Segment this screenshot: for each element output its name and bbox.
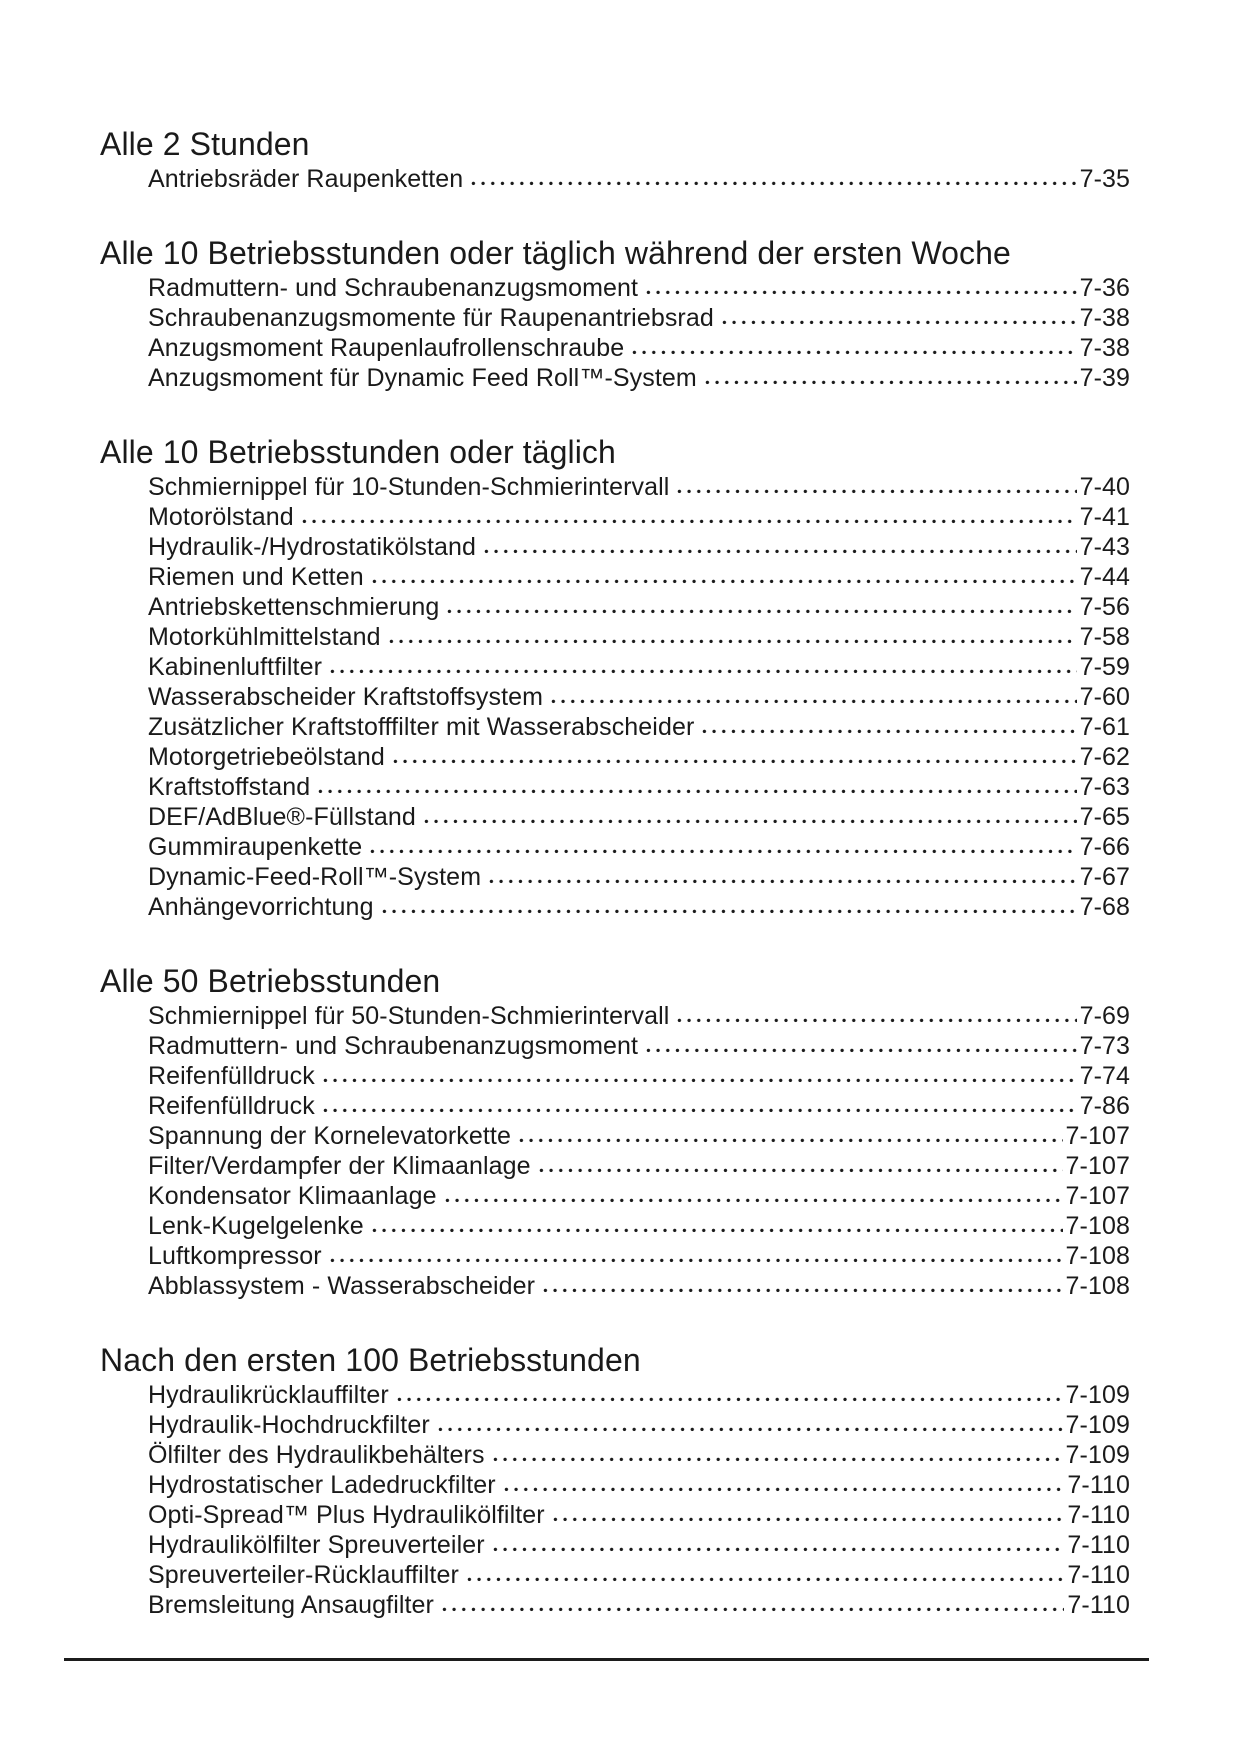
toc [100,126,1130,1661]
toc-entry-label: Anzugsmoment für Dynamic Feed Roll™-System [148,364,697,392]
toc-entry [148,1271,1130,1301]
toc-entry-label: Hydraulikrücklauffilter [148,1381,389,1409]
toc-entry [148,1061,1130,1091]
toc-entry [148,592,1130,622]
toc-entry-page: 7-59 [1079,653,1130,681]
toc-entry-page: 7-110 [1067,1591,1130,1619]
dot-leader-icon [551,698,1076,705]
toc-entry-page: 7-56 [1079,593,1130,621]
section-entries [100,472,1130,922]
page-footer-rule [64,1658,1149,1661]
dot-leader-icon [493,1456,1063,1463]
toc-entry [148,1241,1130,1271]
toc-entry-label: Spreuverteiler-Rücklauffilter [148,1561,459,1589]
section-entries [100,1001,1130,1301]
dot-leader-icon [467,1576,1065,1583]
toc-entry-label: Kraftstoffstand [148,773,311,801]
toc-entry-label: Zusätzlicher Kraftstofffilter mit Wasserabscheider [148,713,695,741]
toc-entry-label: Antriebskettenschmierung [148,593,440,621]
toc-entry [148,652,1130,682]
toc-entry-page: 7-61 [1079,713,1130,741]
toc-entry [148,1151,1130,1181]
toc-entry [148,862,1130,892]
toc-entry-label: Luftkompressor [148,1242,322,1270]
toc-entry-label: Bremsleitung Ansaugfilter [148,1591,434,1619]
toc-entry-page: 7-58 [1079,623,1130,651]
dot-leader-icon [471,180,1076,187]
toc-entry-page: 7-63 [1079,773,1130,801]
toc-entry [148,1091,1130,1121]
dot-leader-icon [323,1077,1077,1084]
toc-entry [148,1211,1130,1241]
section-heading: Alle 10 Betriebsstunden oder täglich [100,434,616,470]
toc-entry [148,333,1130,363]
toc-entry-label: Kondensator Klimaanlage [148,1182,437,1210]
toc-entry [148,1031,1130,1061]
toc-entry-page: 7-43 [1079,533,1130,561]
section-entries [100,273,1130,393]
toc-entry-label: Schmiernippel für 50-Stunden-Schmierintervall [148,1002,670,1030]
toc-entry-page: 7-108 [1065,1272,1130,1300]
dot-leader-icon [677,488,1076,495]
dot-leader-icon [519,1137,1063,1144]
toc-entry-label: Hydraulikölfilter Spreuverteiler [148,1531,485,1559]
dot-leader-icon [318,788,1076,795]
toc-entry [148,802,1130,832]
dot-leader-icon [543,1287,1063,1294]
toc-section-1 [100,235,1130,393]
toc-entry-page: 7-60 [1079,683,1130,711]
toc-entry-page: 7-110 [1067,1531,1130,1559]
section-heading: Alle 50 Betriebsstunden [100,963,441,999]
dot-leader-icon [646,289,1076,296]
section-heading: Alle 10 Betriebsstunden oder täglich während der ersten Woche [100,235,1011,271]
toc-entry-label: Hydrostatischer Ladedruckfilter [148,1471,496,1499]
toc-entry-page: 7-67 [1079,863,1130,891]
toc-entry-page: 7-110 [1067,1501,1130,1529]
dot-leader-icon [302,518,1077,525]
section-heading: Nach den ersten 100 Betriebsstunden [100,1342,641,1378]
toc-entry-page: 7-40 [1079,473,1130,501]
toc-entry [148,1560,1130,1590]
toc-entry-label: Kabinenluftfilter [148,653,323,681]
toc-entry-page: 7-36 [1079,274,1130,302]
toc-section-4 [100,1342,1130,1620]
toc-entry-label: Filter/Verdampfer der Klimaanlage [148,1152,531,1180]
toc-entry-page: 7-73 [1079,1032,1130,1060]
toc-entry-page: 7-110 [1067,1471,1130,1499]
dot-leader-icon [389,638,1077,645]
section-heading: Alle 2 Stunden [100,126,310,162]
dot-leader-icon [445,1197,1063,1204]
dot-leader-icon [632,349,1076,356]
dot-leader-icon [504,1486,1065,1493]
dot-leader-icon [382,908,1077,915]
toc-entry-label: Radmuttern- und Schraubenanzugsmoment [148,1032,639,1060]
dot-leader-icon [677,1017,1076,1024]
toc-entry-label: Gummiraupenkette [148,833,363,861]
dot-leader-icon [646,1047,1076,1054]
dot-leader-icon [493,1546,1065,1553]
toc-entry-label: Opti-Spread™ Plus Hydraulikölfilter [148,1501,545,1529]
toc-entry [148,472,1130,502]
toc-entry-page: 7-108 [1065,1242,1130,1270]
dot-leader-icon [553,1516,1065,1523]
toc-entry-page: 7-109 [1065,1381,1130,1409]
toc-entry-page: 7-110 [1067,1561,1130,1589]
toc-entry-label: Reifenfülldruck [148,1092,315,1120]
dot-leader-icon [722,319,1077,326]
toc-entry-label: Anzugsmoment Raupenlaufrollenschraube [148,334,625,362]
toc-entry-label: Schmiernippel für 10-Stunden-Schmierintervall [148,473,670,501]
toc-entry [148,1440,1130,1470]
toc-entry [148,622,1130,652]
toc-section-2 [100,434,1130,922]
dot-leader-icon [539,1167,1063,1174]
toc-entry-page: 7-65 [1079,803,1130,831]
dot-leader-icon [447,608,1076,615]
toc-entry [148,772,1130,802]
toc-entry [148,1181,1130,1211]
toc-entry-label: Hydraulik-Hochdruckfilter [148,1411,430,1439]
toc-entry [148,742,1130,772]
toc-entry-page: 7-74 [1079,1062,1130,1090]
dot-leader-icon [702,728,1076,735]
toc-entry [148,1590,1130,1620]
dot-leader-icon [323,1107,1077,1114]
toc-entry-page: 7-62 [1079,743,1130,771]
toc-entry-page: 7-107 [1065,1182,1130,1210]
toc-entry [148,164,1130,194]
toc-entry [148,1121,1130,1151]
dot-leader-icon [330,1257,1063,1264]
toc-entry-label: Riemen und Ketten [148,563,364,591]
dot-leader-icon [489,878,1076,885]
toc-entry-label: Ölfilter des Hydraulikbehälters [148,1441,485,1469]
toc-entry-page: 7-109 [1065,1441,1130,1469]
toc-entry-label: Schraubenanzugsmomente für Raupenantriebsrad [148,304,714,332]
toc-entry-label: Spannung der Kornelevatorkette [148,1122,511,1150]
toc-entry-page: 7-86 [1079,1092,1130,1120]
toc-entry [148,1001,1130,1031]
toc-entry [148,363,1130,393]
toc-entry [148,892,1130,922]
toc-entry-label: Reifenfülldruck [148,1062,315,1090]
toc-entry [148,832,1130,862]
toc-entry [148,532,1130,562]
toc-entry-label: Anhängevorrichtung [148,893,374,921]
toc-entry-label: Antriebsräder Raupenketten [148,165,464,193]
toc-entry-label: Hydraulik-/Hydrostatikölstand [148,533,477,561]
toc-entry-page: 7-68 [1079,893,1130,921]
toc-entry [148,273,1130,303]
toc-entry-label: Dynamic-Feed-Roll™-System [148,863,482,891]
dot-leader-icon [705,379,1077,386]
dot-leader-icon [372,1227,1063,1234]
toc-entry-page: 7-107 [1065,1122,1130,1150]
toc-entry-page: 7-38 [1079,304,1130,332]
toc-entry-page: 7-108 [1065,1212,1130,1240]
section-entries [100,1380,1130,1620]
toc-entry [148,1530,1130,1560]
toc-entry-label: Lenk-Kugelgelenke [148,1212,364,1240]
toc-entry-label: Motorkühlmittelstand [148,623,381,651]
toc-section-3 [100,963,1130,1301]
toc-entry-page: 7-35 [1079,165,1130,193]
toc-entry-page: 7-41 [1079,503,1130,531]
toc-entry [148,1380,1130,1410]
dot-leader-icon [484,548,1077,555]
section-entries [100,164,1130,194]
toc-entry-label: DEF/AdBlue®-Füllstand [148,803,416,831]
toc-entry [148,1500,1130,1530]
toc-entry [148,712,1130,742]
toc-entry-page: 7-44 [1079,563,1130,591]
toc-entry [148,1470,1130,1500]
toc-entry-page: 7-38 [1079,334,1130,362]
dot-leader-icon [372,578,1077,585]
toc-entry [148,502,1130,532]
toc-entry-page: 7-107 [1065,1152,1130,1180]
toc-entry-label: Motorgetriebeölstand [148,743,385,771]
dot-leader-icon [393,758,1077,765]
toc-section-0 [100,126,1130,194]
toc-entry-page: 7-109 [1065,1411,1130,1439]
toc-entry-page: 7-39 [1079,364,1130,392]
toc-entry [148,562,1130,592]
dot-leader-icon [370,848,1076,855]
toc-entry-page: 7-66 [1079,833,1130,861]
dot-leader-icon [438,1426,1063,1433]
dot-leader-icon [424,818,1077,825]
toc-entry [148,682,1130,712]
dot-leader-icon [330,668,1077,675]
toc-entry-label: Wasserabscheider Kraftstoffsystem [148,683,544,711]
dot-leader-icon [442,1606,1064,1613]
toc-entry-label: Abblassystem - Wasserabscheider [148,1272,536,1300]
dot-leader-icon [397,1396,1063,1403]
toc-entry [148,303,1130,333]
toc-entry-label: Motorölstand [148,503,294,531]
toc-entry-page: 7-69 [1079,1002,1130,1030]
toc-entry-label: Radmuttern- und Schraubenanzugsmoment [148,274,639,302]
toc-entry [148,1410,1130,1440]
